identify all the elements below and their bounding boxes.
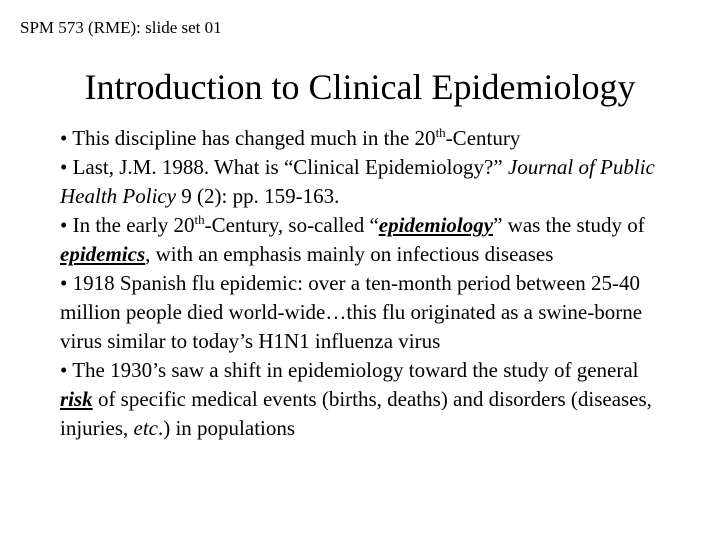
bullet-text: • This discipline has changed much in the 20 bbox=[60, 126, 436, 150]
bullet-reference bbox=[60, 153, 670, 211]
bullet-early-20th-century bbox=[60, 211, 670, 269]
superscript: th bbox=[194, 212, 205, 227]
bullet-text: • Last, J.M. 1988. What is “Clinical Epidemiology?” bbox=[60, 155, 508, 179]
term-risk: risk bbox=[60, 387, 93, 411]
bullet-text: .) in populations bbox=[157, 416, 296, 440]
bullet-text: , with an emphasis mainly on infectious diseases bbox=[145, 242, 554, 266]
bullet-text: • The 1930’s saw a shift in epidemiology toward the study of general bbox=[60, 358, 639, 382]
bullet-text: 9 (2): pp. 159-163. bbox=[176, 184, 340, 208]
bullet-list bbox=[60, 124, 670, 443]
slide-header: SPM 573 (RME): slide set 01 bbox=[20, 18, 222, 37]
bullet-text: -Century, so-called “ bbox=[204, 213, 379, 237]
bullet-spanish-flu bbox=[60, 269, 670, 356]
journal-title: Journal of Public Health Policy bbox=[60, 155, 655, 208]
bullet-text: • 1918 Spanish flu epidemic: over a ten-month period between 25-40 million people died world-wide…this flu originated as a swine-borne virus similar to today’s H1N1 influenza virus bbox=[60, 271, 643, 353]
bullet-text: • In the early 20 bbox=[60, 213, 195, 237]
superscript: th bbox=[435, 125, 446, 140]
term-epidemics: epidemics bbox=[60, 242, 146, 266]
term-epidemiology: epidemiology bbox=[378, 213, 494, 237]
bullet-1930s-shift bbox=[60, 356, 670, 443]
bullet-discipline-changed bbox=[60, 124, 670, 153]
bullet-text: of specific medical events (births, deaths) and disorders (diseases, injuries, bbox=[60, 387, 652, 440]
slide-title: Introduction to Clinical Epidemiology bbox=[84, 67, 636, 107]
bullet-text: ” was the study of bbox=[493, 213, 645, 237]
bullet-text: -Century bbox=[445, 126, 521, 150]
etc-italic: etc bbox=[133, 416, 158, 440]
